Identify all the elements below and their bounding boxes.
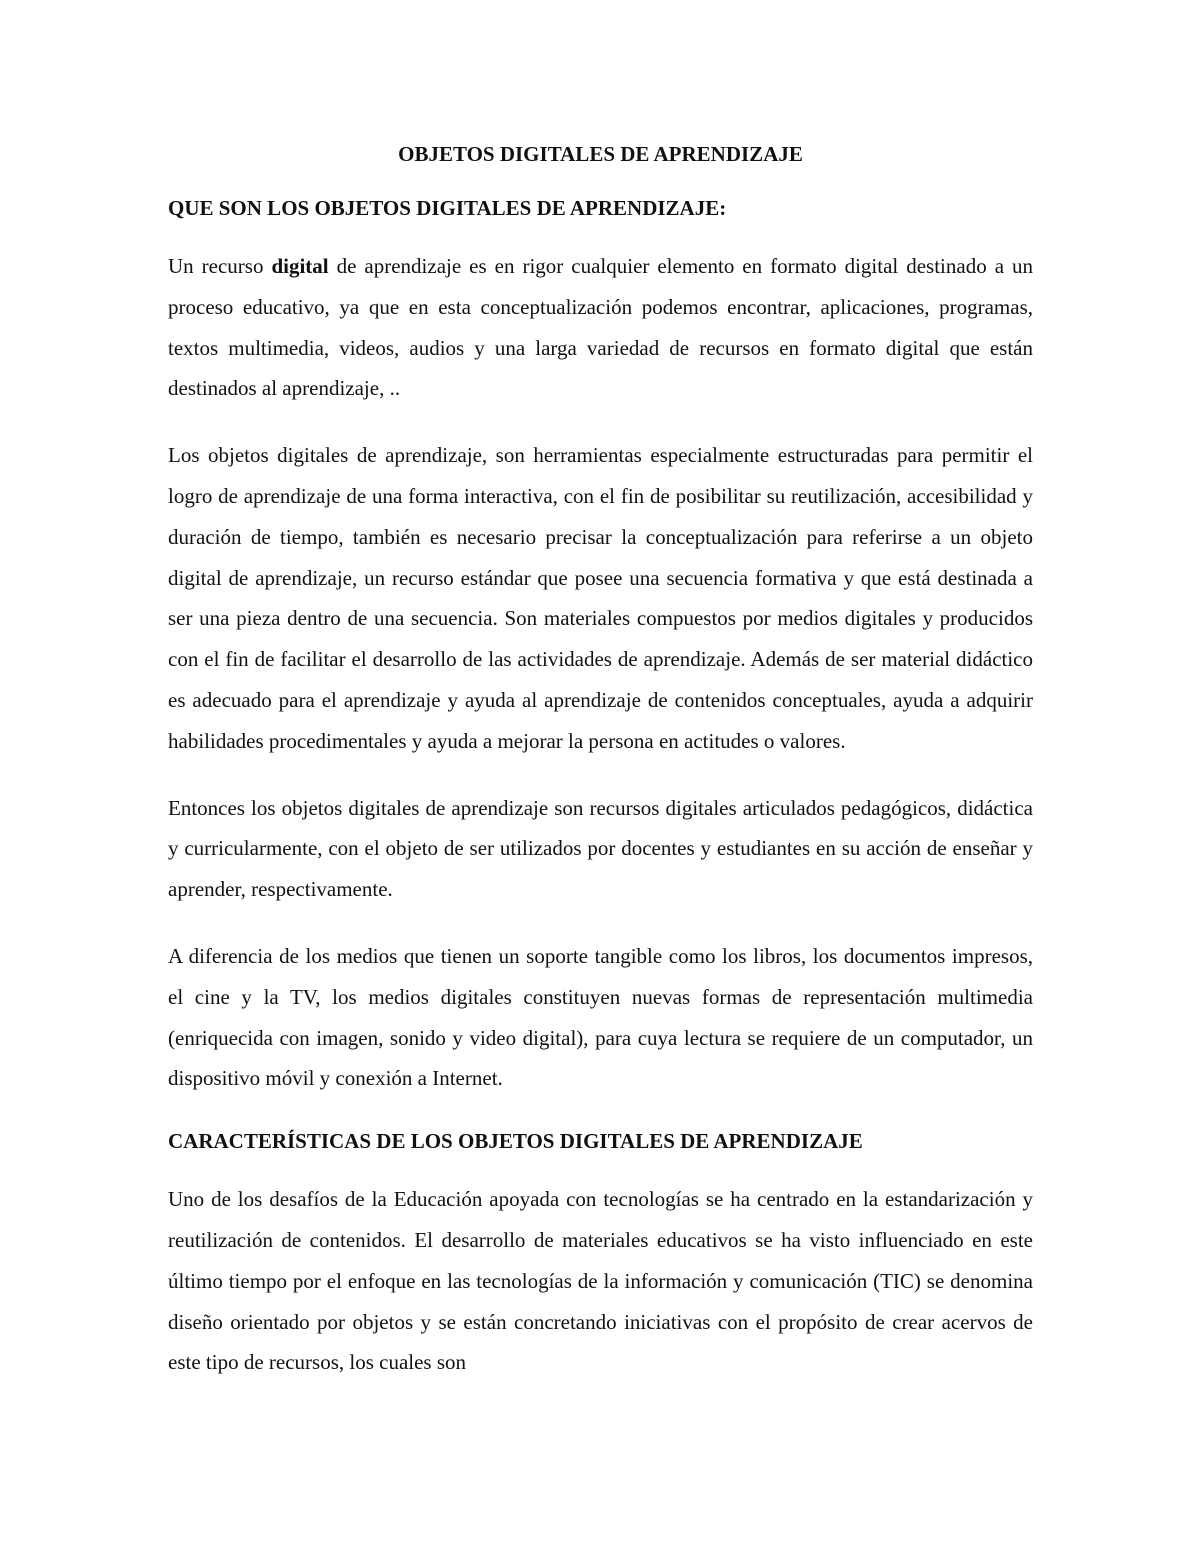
document-title: OBJETOS DIGITALES DE APRENDIZAJE (398, 142, 803, 166)
document-body (168, 138, 1033, 1383)
section-heading-definition: QUE SON LOS OBJETOS DIGITALES DE APRENDIZAJE: (168, 196, 727, 220)
paragraph-resources: Entonces los objetos digitales de aprendizaje son recursos digitales articulados pedagógicos, didáctica y curricularmente, con el objeto de ser utilizados por docentes y estudiantes en su acción de enseñar y aprender, respectivamente. (168, 795, 1033, 902)
paragraph-media: A diferencia de los medios que tienen un soporte tangible como los libros, los documentos impresos, el cine y la TV, los medios digitales constituyen nuevas formas de representación multimedia (enriquecida con imagen, sonido y video digital), para cuya lectura se requiere de un computador, un dispositivo móvil y conexión a Internet. (168, 943, 1033, 1091)
paragraph-tools: Los objetos digitales de aprendizaje, son herramientas especialmente estructuradas para permitir el logro de aprendizaje de una forma interactiva, con el fin de posibilitar su reutilización, accesibilidad y duración de tiempo, también es necesario precisar la conceptualización para referirse a un objeto digital de aprendizaje, un recurso estándar que posee una secuencia formativa y que está destinada a ser una pieza dentro de una secuencia. Son materiales compuestos por medios digitales y producidos con el fin de facilitar el desarrollo de las actividades de aprendizaje. Además de ser material didáctico es adecuado para el aprendizaje y ayuda al aprendizaje de contenidos conceptuales, ayuda a adquirir habilidades procedimentales y ayuda a mejorar la persona en actitudes o valores. (168, 443, 1033, 753)
paragraph-definition (168, 246, 1033, 409)
paragraph-text: Un recurso (168, 254, 272, 278)
paragraph-challenges: Uno de los desafíos de la Educación apoyada con tecnologías se ha centrado en la estandarización y reutilización de contenidos. El desarrollo de materiales educativos se ha visto influenciado en este último tiempo por el enfoque en las tecnologías de la información y comunicación (TIC) se denomina diseño orientado por objetos y se están concretando iniciativas con el propósito de crear acervos de este tipo de recursos, los cuales son (168, 1187, 1033, 1375)
bold-term: digital (271, 254, 329, 278)
paragraph-text: de aprendizaje es en rigor cualquier elemento en formato digital destinado a un proceso educativo, ya que en esta conceptualización podemos encontrar, aplicaciones, programas, textos multimedia, videos, audios y una larga variedad de recursos en formato digital que están destinados al aprendizaje, .. (168, 254, 1033, 401)
section-heading-characteristics: CARACTERÍSTICAS DE LOS OBJETOS DIGITALES DE APRENDIZAJE (168, 1129, 863, 1154)
